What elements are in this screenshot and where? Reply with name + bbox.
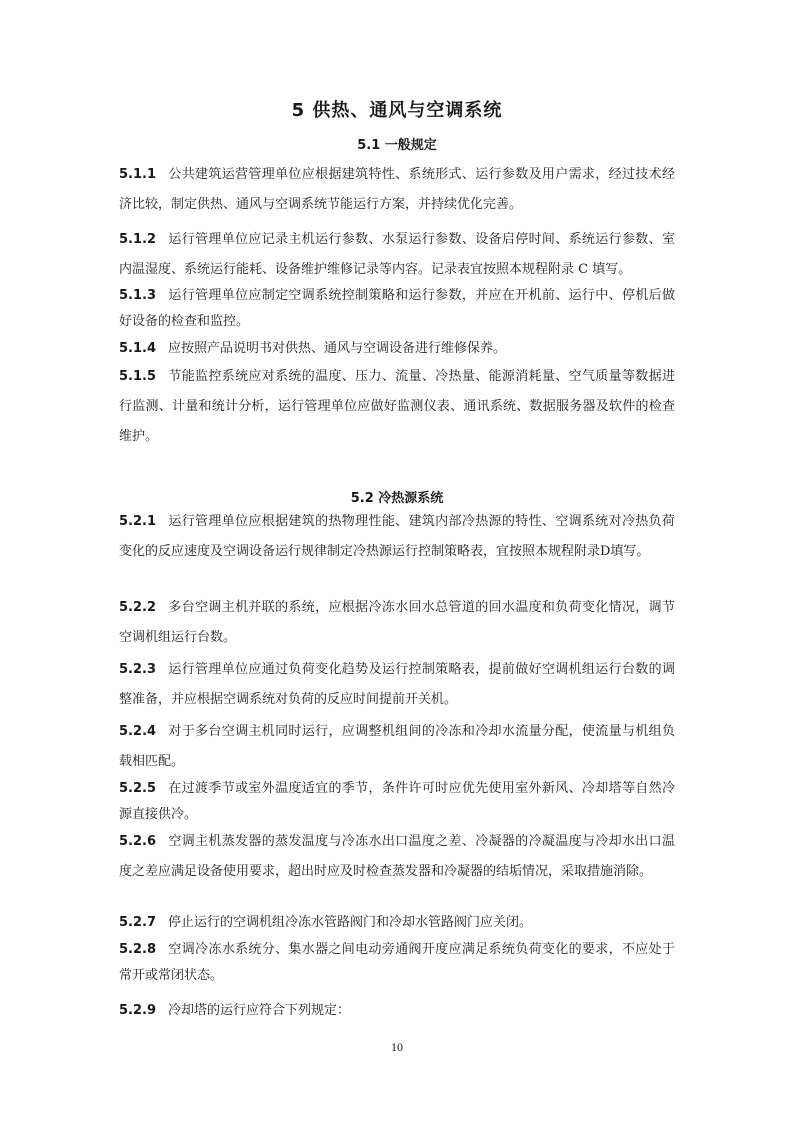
clause-5-2-8 (119, 937, 675, 989)
clause-text: 公共建筑运营管理单位应根据建筑特性、系统形式、运行参数及用户需求，经过技术经济比较，制定供热、通风与空调系统节能运行方案，并持续优化完善。 (119, 167, 675, 212)
clause-text: 运行管理单位应制定空调系统控制策略和运行参数，并应在开机前、运行中、停机后做好设备的检查和监控。 (119, 288, 675, 329)
clause-number: 5.2.7 (119, 915, 157, 930)
clause-number: 5.2.3 (119, 662, 157, 677)
clause-5-2-5 (119, 776, 675, 828)
clause-5-2-6 (119, 827, 675, 887)
clause-5-2-3 (119, 655, 675, 715)
clause-text: 运行管理单位应记录主机运行参数、水泵运行参数、设备启停时间、系统运行参数、室内温湿度、系统运行能耗、设备维护维修记录等内容。记录表宜按照本规程附录 C 填写。 (119, 232, 675, 277)
clause-number: 5.2.4 (119, 724, 157, 739)
clause-text: 对于多台空调主机同时运行，应调整机组间的冷冻和冷却水流量分配，使流量与机组负载相匹配。 (119, 724, 675, 769)
clause-text: 停止运行的空调机组冷冻水管路阀门和冷却水管路阀门应关闭。 (168, 915, 533, 930)
clause-number: 5.2.5 (119, 781, 157, 796)
clause-text: 在过渡季节或室外温度适宜的季节，条件许可时应优先使用室外新风、冷却塔等自然冷源直接供冷。 (119, 781, 675, 822)
clause-number: 5.2.9 (119, 1003, 157, 1018)
clause-text: 运行管理单位应通过负荷变化趋势及运行控制策略表，提前做好空调机组运行台数的调整准备，并应根据空调系统对负荷的反应时间提前开关机。 (119, 662, 675, 707)
clause-number: 5.1.1 (119, 167, 157, 182)
clause-number: 5.1.4 (119, 341, 157, 356)
clause-5-2-1 (119, 507, 675, 567)
section-title-5-1: 5.1 一般规定 (357, 138, 437, 153)
clause-number: 5.2.1 (119, 514, 157, 529)
clause-text: 空调冷冻水系统分、集水器之间电动旁通阀开度应满足系统负荷变化的要求，不应处于常开或常闭状态。 (119, 942, 675, 983)
clause-number: 5.1.5 (119, 369, 157, 384)
clause-text: 空调主机蒸发器的蒸发温度与冷冻水出口温度之差、冷凝器的冷凝温度与冷却水出口温度之差应满足设备使用要求，超出时应及时检查蒸发器和冷凝器的结垢情况，采取措施消除。 (119, 834, 675, 879)
page-number: 10 (391, 1040, 403, 1054)
section-title-5-2: 5.2 冷热源系统 (350, 491, 444, 506)
clause-5-1-2 (119, 225, 675, 285)
clause-text: 多台空调主机并联的系统，应根据冷冻水回水总管道的回水温度和负荷变化情况，调节空调机组运行台数。 (119, 600, 675, 645)
clause-5-1-1 (119, 160, 675, 220)
clause-5-2-2 (119, 593, 675, 653)
chapter-title: 5 供热、通风与空调系统 (291, 100, 503, 121)
clause-number: 5.2.6 (119, 834, 157, 849)
clause-number: 5.1.2 (119, 232, 157, 247)
clause-5-1-4 (119, 334, 675, 364)
clause-number: 5.1.3 (119, 288, 157, 303)
clause-text: 运行管理单位应根据建筑的热物理性能、建筑内部冷热源的特性、空调系统对冷热负荷变化的反应速度及空调设备运行规律制定冷热源运行控制策略表，宜按照本规程附录D填写。 (119, 514, 675, 559)
clause-text: 冷却塔的运行应符合下列规定： (168, 1003, 351, 1018)
clause-5-1-5 (119, 362, 675, 452)
clause-5-2-9 (119, 996, 675, 1026)
clause-text: 节能监控系统应对系统的温度、压力、流量、冷热量、能源消耗量、空气质量等数据进行监测、计量和统计分析，运行管理单位应做好监测仪表、通讯系统、数据服务器及软件的检查维护。 (119, 369, 675, 444)
clause-5-2-7 (119, 910, 675, 936)
clause-number: 5.2.8 (119, 942, 157, 957)
clause-5-2-4 (119, 717, 675, 777)
clause-text: 应按照产品说明书对供热、通风与空调设备进行维修保养。 (168, 341, 507, 356)
clause-number: 5.2.2 (119, 600, 157, 615)
clause-5-1-3 (119, 283, 675, 335)
